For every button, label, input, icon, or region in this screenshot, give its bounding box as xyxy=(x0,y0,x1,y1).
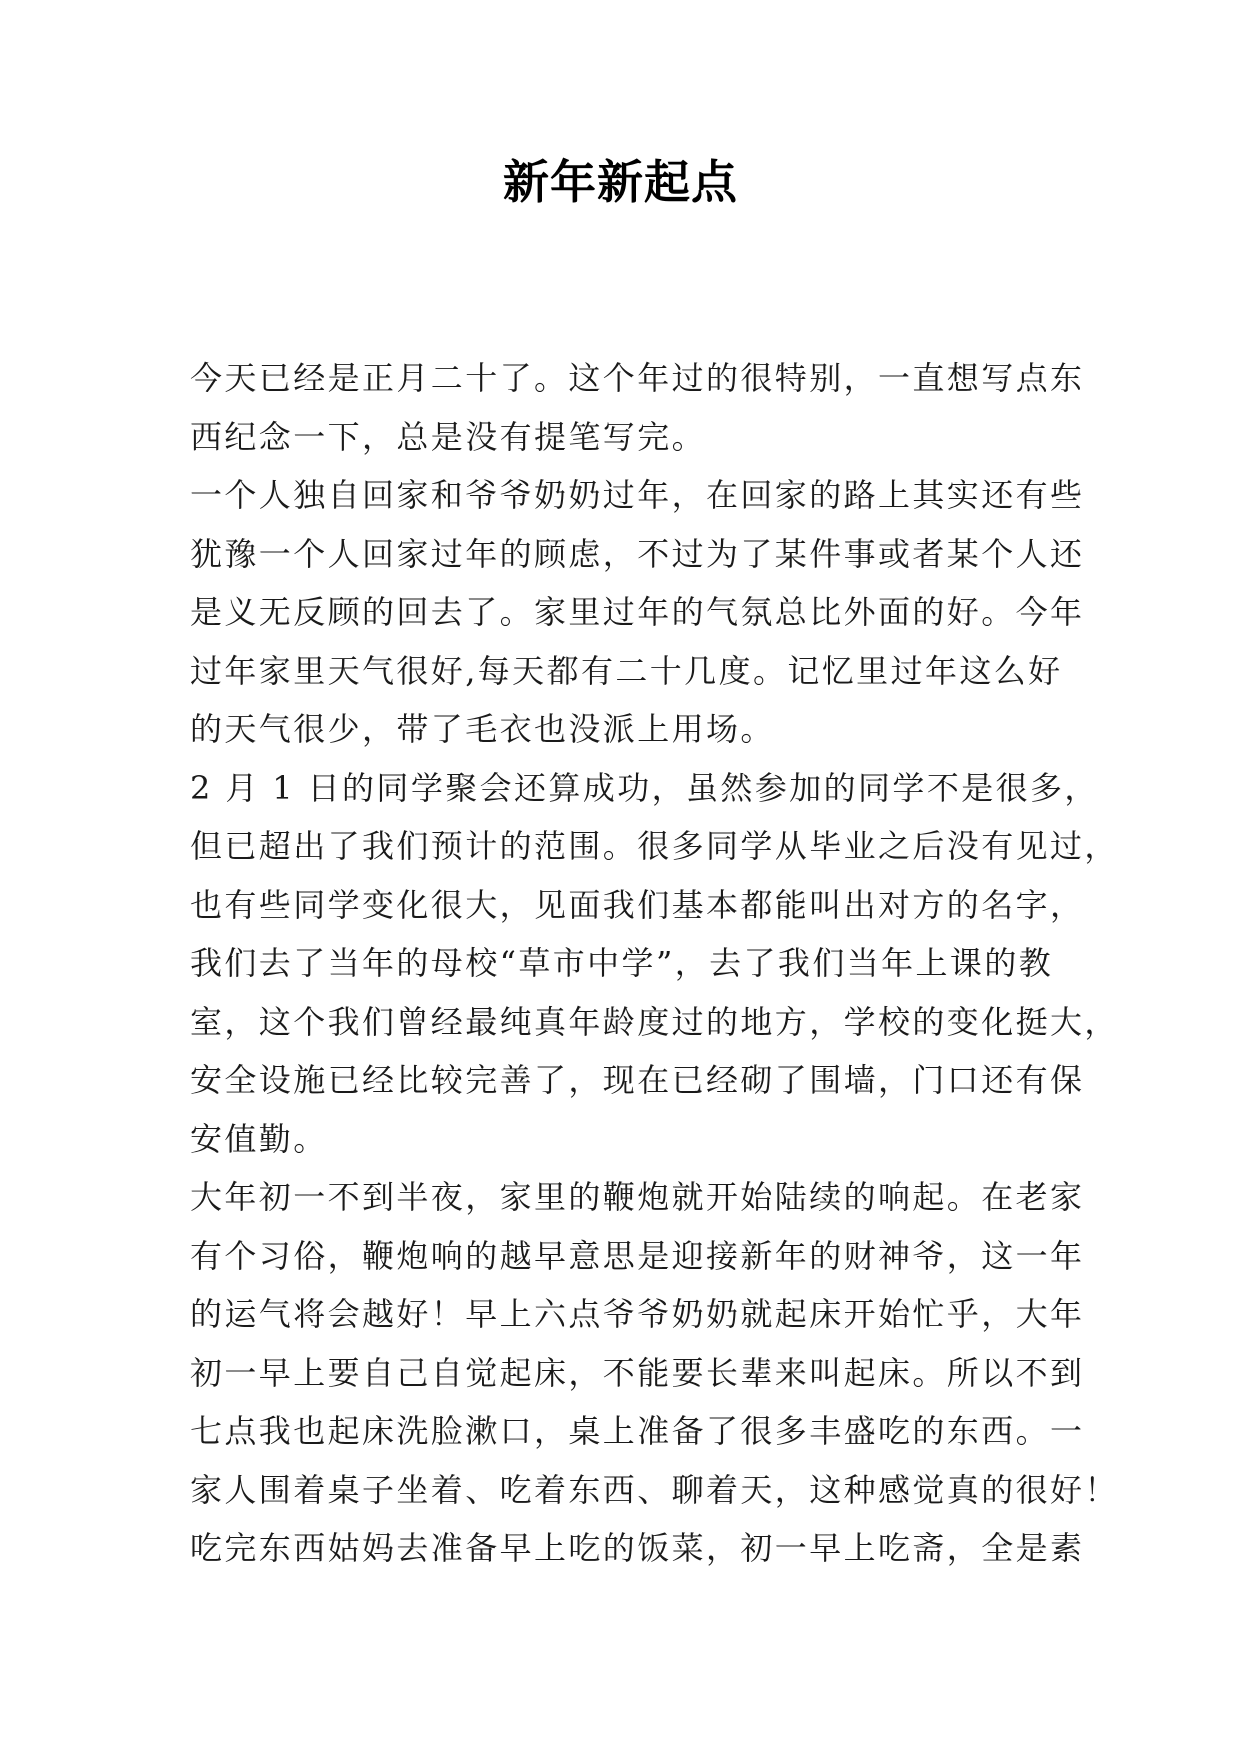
body-line: 吃完东西姑妈去准备早上吃的饭菜，初一早上吃斋，全是素 xyxy=(190,1529,1085,1567)
body-line: 家人围着桌子坐着、吃着东西、聊着天，这种感觉真的很好！ xyxy=(190,1470,1119,1509)
body-line: 犹豫一个人回家过年的顾虑，不过为了某件事或者某个人还 xyxy=(190,534,1085,573)
body-line: 室，这个我们曾经最纯真年龄度过的地方，学校的变化挺大， xyxy=(190,1002,1119,1041)
body-line: 2 月 1 日的同学聚会还算成功，虽然参加的同学不是很多， xyxy=(190,768,1099,807)
body-line: 七点我也起床洗脸漱口，桌上准备了很多丰盛吃的东西。一 xyxy=(190,1412,1085,1450)
body-line: 安全设施已经比较完善了，现在已经砌了围墙，门口还有保 xyxy=(190,1061,1085,1099)
body-line: 我们去了当年的母校“草市中学”，去了我们当年上课的教 xyxy=(190,944,1054,982)
body-line: 有个习俗，鞭炮响的越早意思是迎接新年的财神爷，这一年 xyxy=(190,1236,1085,1275)
body-line: 初一早上要自己自觉起床，不能要长辈来叫起床。所以不到 xyxy=(190,1353,1085,1392)
body-line: 今天已经是正月二十了。这个年过的很特别，一直想写点东 xyxy=(190,359,1085,397)
document-title: 新年新起点 xyxy=(503,155,738,209)
body-line: 的运气将会越好！早上六点爷爷奶奶就起床开始忙乎，大年 xyxy=(190,1295,1085,1333)
body-line: 是义无反顾的回去了。家里过年的气氛总比外面的好。今年 xyxy=(190,593,1085,631)
body-line: 但已超出了我们预计的范围。很多同学从毕业之后没有见过， xyxy=(190,827,1119,865)
body-line: 一个人独自回家和爷爷奶奶过年，在回家的路上其实还有些 xyxy=(190,476,1085,514)
document-body xyxy=(190,349,1119,1578)
body-line: 大年初一不到半夜，家里的鞭炮就开始陆续的响起。在老家 xyxy=(190,1178,1085,1216)
body-line: 安值勤。 xyxy=(190,1119,328,1158)
body-line: 的天气很少，带了毛衣也没派上用场。 xyxy=(190,710,775,748)
body-line: 也有些同学变化很大，见面我们基本都能叫出对方的名字， xyxy=(190,885,1085,924)
body-line: 过年家里天气很好,每天都有二十几度。记忆里过年这么好 xyxy=(190,651,1063,690)
body-line: 西纪念一下，总是没有提笔写完。 xyxy=(190,417,707,456)
